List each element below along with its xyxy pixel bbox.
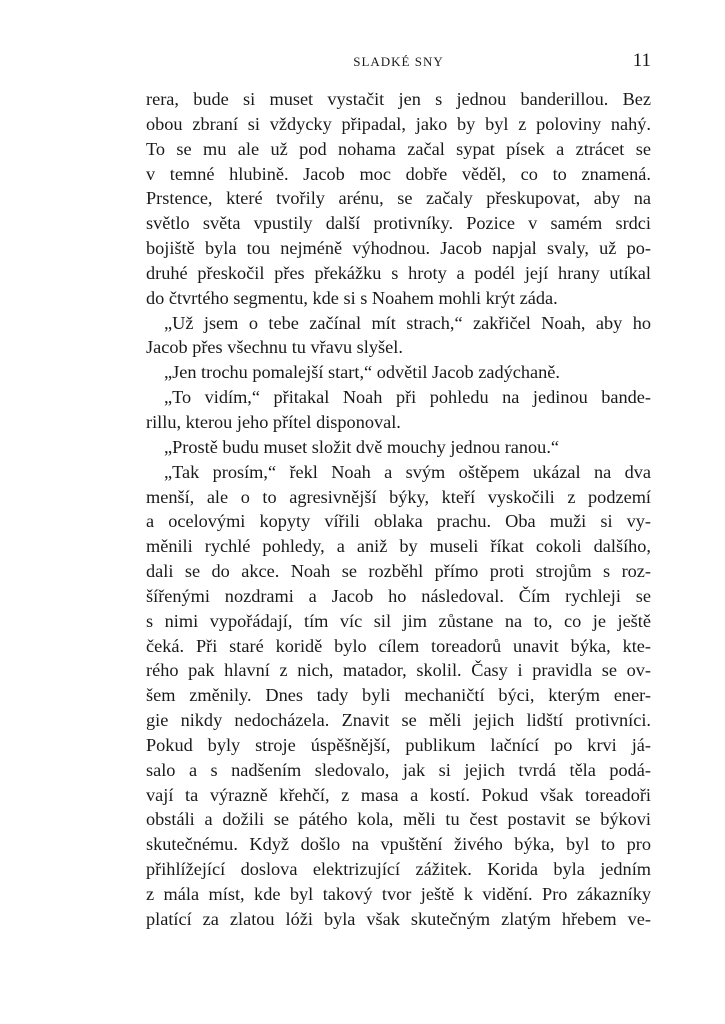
text-line: šem změnily. Dnes tady byli mechaničtí býci, kterým ener- — [146, 685, 651, 706]
text-line: menší, ale o to agresivnější býky, kteří vyskočili z podzemí — [146, 486, 651, 507]
text-line: obou zbraní si vždycky připadal, jako by byl z poloviny nahý. — [146, 113, 651, 134]
text-line: a ocelovými kopyty vířili oblaka prachu. Oba muži si vy- — [146, 511, 651, 532]
text-line: s nimi vypořádají, tím víc sil jim zůstane na to, co je ještě — [146, 610, 651, 631]
text-line: salo a s nadšením sledovalo, jak si jejich tvrdá těla podá- — [146, 759, 651, 780]
text-line: rera, bude si muset vystačit jen s jednou banderillou. Bez — [146, 89, 651, 109]
text-line: „Tak prosím,“ řekl Noah a svým oštěpem ukázal na dva — [164, 461, 651, 482]
text-line: platící za zlatou lóži byla však skutečným zlatým hřebem ve- — [146, 908, 651, 929]
text-line: obstáli a dožili se pátého kola, měli tu čest postavit se býkovi — [146, 809, 651, 830]
body-text — [146, 87, 651, 932]
text-line: dali se do akce. Noah se rozběhl přímo proti strojům s roz- — [146, 561, 651, 582]
text-line: druhé přeskočil přes překážku s hroty a podél její hrany utíkal — [146, 262, 651, 283]
text-line: rého pak hlavní z nich, matador, skolil. Časy i pravidla se ov- — [146, 660, 651, 681]
text-line: čeká. Při staré koridě bylo cílem toreadorů unavit býka, kte- — [146, 635, 651, 656]
text-line: „Jen trochu pomalejší start,“ odvětil Jacob zadýchaně. — [164, 362, 560, 383]
text-line: Pokud byly stroje úspěšnější, publikum lačnící po krvi já- — [146, 734, 651, 755]
text-line: „Prostě budu muset složit dvě mouchy jednou ranou.“ — [164, 436, 560, 457]
text-line: Jacob přes všechnu tu vřavu slyšel. — [146, 337, 403, 358]
text-line: šířenými nozdrami a Jacob ho následoval. Čím rychleji se — [146, 585, 651, 606]
text-line: bojiště byla tou nejméně výhodnou. Jacob napjal svaly, už po- — [146, 238, 651, 259]
text-line: do čtvrtého segmentu, kde si s Noahem mohli krýt záda. — [146, 287, 558, 308]
text-line: To se mu ale už pod nohama začal sypat písek a ztrácet se — [146, 138, 651, 159]
text-line: Prstence, které tvořily arénu, se začaly přeskupovat, aby na — [146, 188, 651, 209]
text-line: v temné hlubině. Jacob moc dobře věděl, co to znamená. — [146, 163, 651, 184]
text-line: světlo světa vpustily další protivníky. Pozice v samém srdci — [146, 213, 651, 234]
text-line: „To vidím,“ přitakal Noah při pohledu na jedinou bande- — [164, 387, 651, 408]
page-number: 11 — [632, 50, 651, 71]
text-line: gie nikdy nedocházela. Znavit se měli jejich lidští protivníci. — [146, 710, 651, 731]
text-line: vají ta výrazně křehčí, z masa a kostí. Pokud však toreadoři — [146, 784, 651, 805]
text-line: rillu, kterou jeho přítel disponoval. — [146, 411, 401, 432]
text-line: skutečnému. Když došlo na vpuštění živého býka, byl to pro — [146, 834, 651, 855]
text-line: z mála míst, kde byl takový tvor ještě k vidění. Pro zákazníky — [146, 884, 651, 904]
text-line: „Už jsem o tebe začínal mít strach,“ zakřičel Noah, aby ho — [164, 312, 651, 333]
running-header — [146, 50, 651, 74]
text-line: měnili rychlé pohledy, a aniž by museli říkat cokoli dalšího, — [146, 536, 651, 557]
text-line: přihlížející doslova elektrizující zážitek. Korida byla jedním — [146, 859, 651, 880]
running-title: SLADKÉ SNY — [353, 54, 444, 69]
